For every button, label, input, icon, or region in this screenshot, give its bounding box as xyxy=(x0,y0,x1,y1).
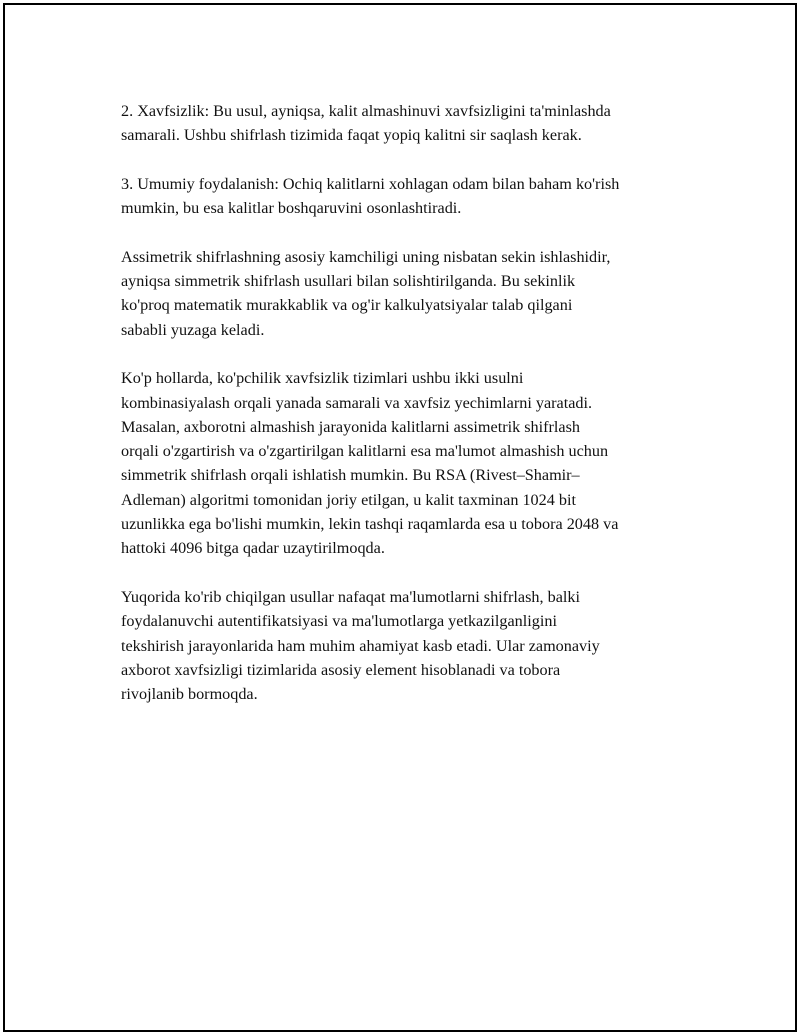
document-body xyxy=(121,99,701,731)
paragraph-general-use: 3. Umumiy foydalanish: Ochiq kalitlarni xohlagan odam bilan baham ko'rish mumkin, bu esa kalitlar boshqaruvini osonlashtiradi. xyxy=(121,174,620,218)
paragraph-hybrid-systems: Ko'p hollarda, ko'pchilik xavfsizlik tizimlari ushbu ikki usulni kombinasiyalash orqali yanada samarali va xavfsiz yechimlarni yaratadi. Masalan, axborotni almashish jarayonida kalitlarni assimetrik shifrlash orqali o'zgartirish va o'zgartirilgan kalitlarni esa ma'lumot almashish uchun simmetrik shifrlash orqali ishlatish mumkin. Bu RSA (Rivest–Shamir– Adleman) algoritmi tomonidan joriy etilgan, u kalit taxminan 1024 bit uzunlikka ega bo'lishi mumkin, lekin tashqi raqamlarda esa u tobora 2048 va hattoki 4096 bitga qadar uzaytirilmoqda. xyxy=(121,369,619,558)
page-frame xyxy=(3,3,797,1032)
paragraph-asymmetric-drawback: Assimetrik shifrlashning asosiy kamchiligi uning nisbatan sekin ishlashidir, ayniqsa simmetrik shifrlash usullari bilan solishtirilganda. Bu sekinlik ko'proq matematik murakkablik va og'ir kalkulyatsiyalar talab qilgani sababli yuzaga keladi. xyxy=(121,247,611,339)
paragraph-conclusion: Yuqorida ko'rib chiqilgan usullar nafaqat ma'lumotlarni shifrlash, balki foydalanuvchi autentifikatsiyasi va ma'lumotlarga yetkazilganligini tekshirish jarayonlarida ham muhim ahamiyat kasb etadi. Ular zamonaviy axborot xavfsizligi tizimlarida asosiy element hisoblanadi va tobora rivojlanib bormoqda. xyxy=(121,587,600,704)
paragraph-security: 2. Xavfsizlik: Bu usul, ayniqsa, kalit almashinuvi xavfsizligini ta'minlashda samarali. Ushbu shifrlash tizimida faqat yopiq kalitni sir saqlash kerak. xyxy=(121,102,611,145)
